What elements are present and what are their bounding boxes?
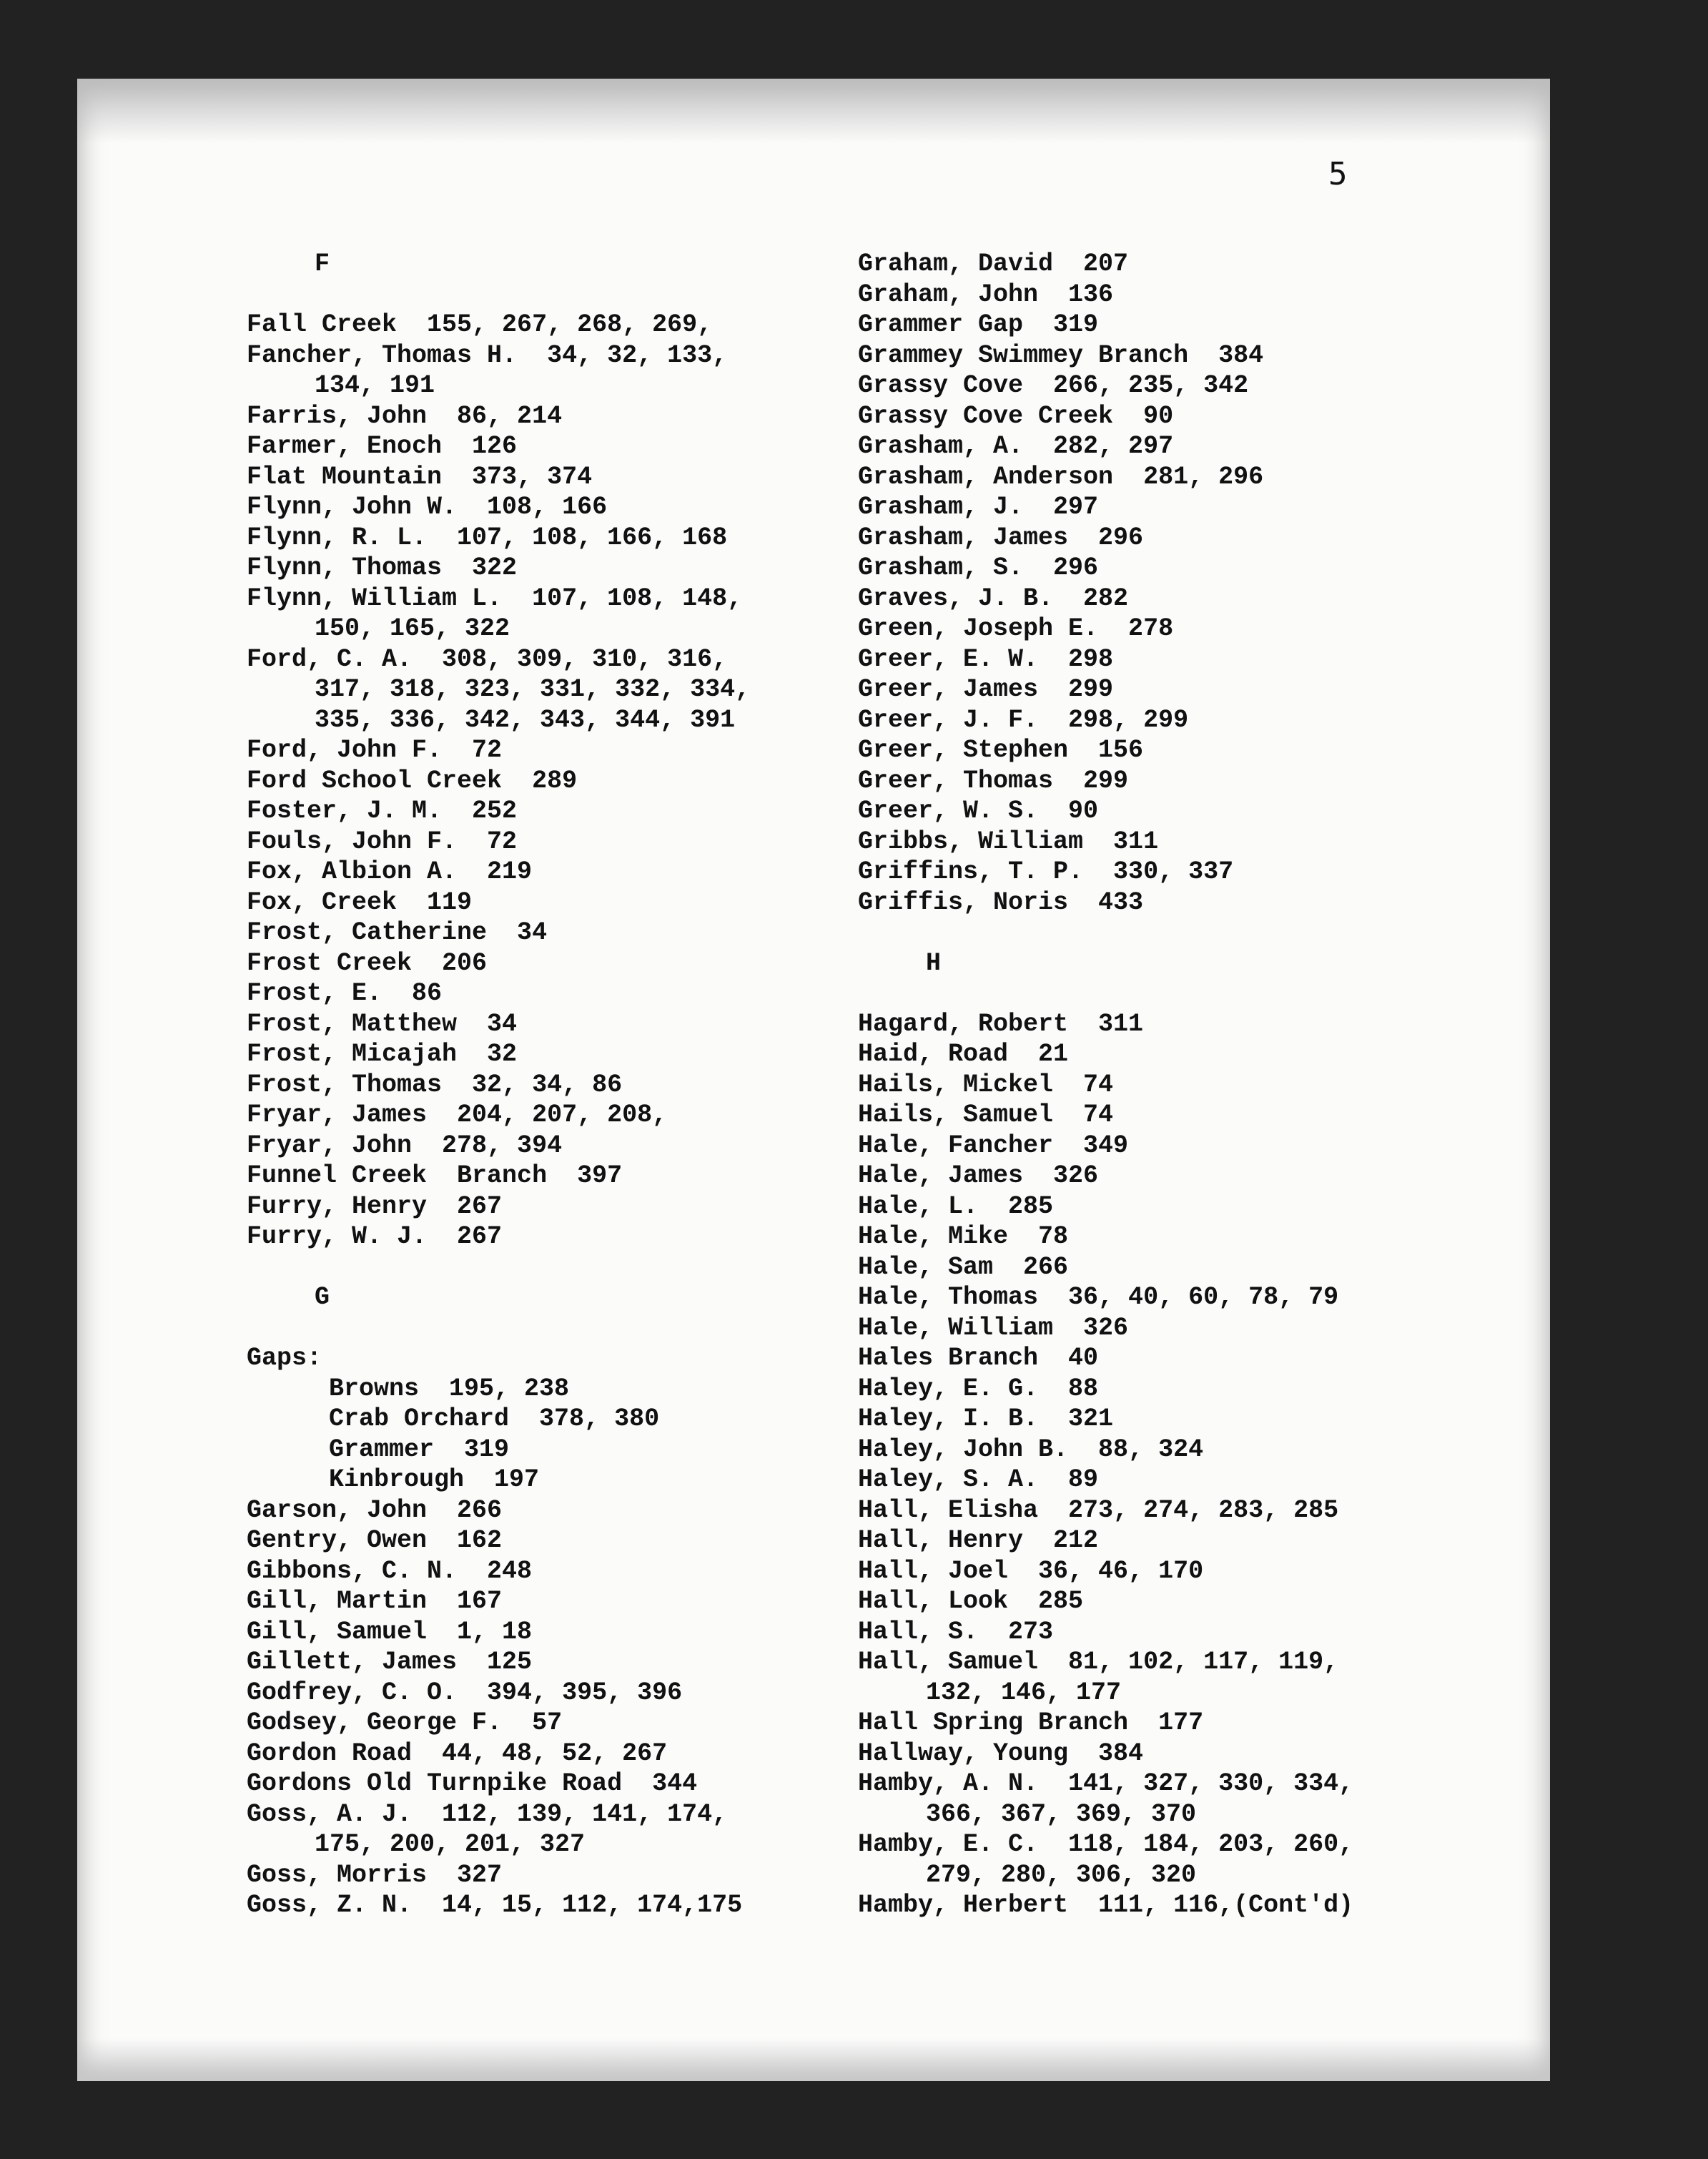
- index-sub-entry: Browns 195, 238: [329, 1374, 570, 1403]
- index-entry: Green, Joseph E. 278: [858, 614, 1174, 643]
- section-letter-heading: F: [315, 250, 330, 278]
- index-entry: Frost, Matthew 34: [247, 1009, 518, 1038]
- index-column-left: [247, 249, 750, 1921]
- index-entry-continuation: 132, 146, 177: [926, 1678, 1122, 1707]
- index-entry-continuation: 175, 200, 201, 327: [315, 1830, 586, 1859]
- section-letter-heading: H: [926, 948, 942, 978]
- index-entry: Ford School Creek 289: [247, 766, 578, 795]
- index-entry: Fox, Albion A. 219: [247, 857, 533, 886]
- index-entry: Gentry, Owen 162: [247, 1526, 503, 1555]
- index-entry: Grasham, S. 296: [858, 554, 1099, 582]
- index-entry: Frost, Catherine 34: [247, 918, 548, 947]
- index-entry: Greer, Stephen 156: [858, 736, 1144, 764]
- index-entry: Hale, L. 285: [858, 1191, 1054, 1221]
- index-entry: Hale, James 326: [858, 1161, 1099, 1190]
- index-entry: Flat Mountain 373, 374: [247, 462, 593, 491]
- index-entry: Graham, David 207: [858, 250, 1129, 278]
- index-entry: Hamby, E. C. 118, 184, 203, 260,: [858, 1830, 1354, 1859]
- spacer: [858, 978, 1353, 1009]
- index-entry: Grasham, Anderson 281, 296: [858, 462, 1264, 491]
- index-entry: Grasham, J. 297: [858, 493, 1099, 521]
- index-entry: Greer, J. F. 298, 299: [858, 705, 1189, 734]
- spacer: [858, 918, 1353, 948]
- index-entry: Fryar, James 204, 207, 208,: [247, 1101, 668, 1129]
- index-entry: Gaps:: [247, 1344, 322, 1372]
- index-entry: Hale, Sam 266: [858, 1252, 1069, 1282]
- index-entry: Gill, Samuel 1, 18: [247, 1617, 533, 1646]
- index-entry: Gordon Road 44, 48, 52, 267: [247, 1738, 668, 1768]
- spacer: [247, 1313, 750, 1344]
- index-entry: Frost, E. 86: [247, 979, 443, 1008]
- index-entry: Hall, Samuel 81, 102, 117, 119,: [858, 1648, 1339, 1676]
- index-entry-continuation: 366, 367, 369, 370: [926, 1799, 1197, 1829]
- index-entry: Hall, S. 273: [858, 1617, 1054, 1646]
- index-entry: Greer, James 299: [858, 675, 1114, 704]
- index-entry: Goss, Z. N. 14, 15, 112, 174,175: [247, 1891, 743, 1919]
- index-entry: Hale, Fancher 349: [858, 1131, 1129, 1160]
- index-entry: Gribbs, William 311: [858, 827, 1159, 856]
- index-entry: Haid, Road 21: [858, 1040, 1069, 1068]
- index-entry: Fall Creek 155, 267, 268, 269,: [247, 310, 713, 339]
- index-entry: Flynn, John W. 108, 166: [247, 493, 608, 521]
- index-entry: Hamby, A. N. 141, 327, 330, 334,: [858, 1769, 1354, 1798]
- spacer: [247, 280, 750, 310]
- index-entry: Hall, Henry 212: [858, 1526, 1099, 1555]
- index-entry: Haley, I. B. 321: [858, 1405, 1114, 1433]
- index-entry: Hails, Mickel 74: [858, 1070, 1114, 1099]
- index-entry: Graham, John 136: [858, 280, 1114, 309]
- index-entry: Frost, Thomas 32, 34, 86: [247, 1070, 623, 1099]
- index-entry: Gordons Old Turnpike Road 344: [247, 1769, 698, 1798]
- index-entry: Frost, Micajah 32: [247, 1040, 518, 1068]
- index-entry: Funnel Creek Branch 397: [247, 1161, 623, 1190]
- index-entry: Frost Creek 206: [247, 948, 488, 978]
- index-entry: Fancher, Thomas H. 34, 32, 133,: [247, 340, 728, 370]
- index-entry: Goss, Morris 327: [247, 1860, 503, 1889]
- index-entry: Hale, Mike 78: [858, 1222, 1069, 1251]
- index-entry: Hall, Elisha 273, 274, 283, 285: [858, 1495, 1339, 1525]
- index-entry: Grassy Cove Creek 90: [858, 401, 1174, 431]
- index-entry: Greer, W. S. 90: [858, 797, 1099, 825]
- index-entry: Hamby, Herbert 111, 116,(Cont'd): [858, 1891, 1354, 1919]
- index-entry: Goss, A. J. 112, 139, 141, 174,: [247, 1799, 728, 1829]
- index-entry-continuation: 279, 280, 306, 320: [926, 1860, 1197, 1889]
- index-entry: Grammer Gap 319: [858, 310, 1099, 339]
- index-entry: Greer, E. W. 298: [858, 644, 1114, 674]
- index-entry: Hall, Look 285: [858, 1587, 1084, 1615]
- page-number: 5: [1328, 156, 1348, 192]
- index-entry: Haley, E. G. 88: [858, 1374, 1099, 1403]
- index-entry: Godsey, George F. 57: [247, 1708, 563, 1737]
- index-entry: Hale, Thomas 36, 40, 60, 78, 79: [858, 1283, 1339, 1312]
- index-entry-continuation: 150, 165, 322: [315, 614, 510, 643]
- index-entry: Gillett, James 125: [247, 1648, 533, 1676]
- index-entry: Garson, John 266: [247, 1495, 503, 1525]
- section-letter-heading: G: [315, 1283, 330, 1312]
- index-entry: Fryar, John 278, 394: [247, 1131, 563, 1160]
- index-entry-continuation: 134, 191: [315, 371, 435, 400]
- index-entry: Furry, W. J. 267: [247, 1222, 503, 1251]
- index-entry: Graves, J. B. 282: [858, 584, 1129, 613]
- index-entry: Hallway, Young 384: [858, 1738, 1144, 1768]
- index-entry: Farris, John 86, 214: [247, 401, 563, 431]
- spacer: [247, 1252, 750, 1283]
- index-entry: Ford, John F. 72: [247, 736, 503, 764]
- index-entry: Hales Branch 40: [858, 1344, 1099, 1372]
- index-entry: Furry, Henry 267: [247, 1191, 503, 1221]
- index-entry: Godfrey, C. O. 394, 395, 396: [247, 1678, 683, 1707]
- index-entry: Grassy Cove 266, 235, 342: [858, 371, 1249, 400]
- index-entry: Hagard, Robert 311: [858, 1009, 1144, 1038]
- index-entry: Hall, Joel 36, 46, 170: [858, 1556, 1204, 1585]
- index-entry: Grasham, A. 282, 297: [858, 432, 1174, 461]
- index-entry: Griffis, Noris 433: [858, 887, 1144, 917]
- index-entry: Greer, Thomas 299: [858, 766, 1129, 795]
- index-entry-continuation: 317, 318, 323, 331, 332, 334,: [315, 675, 751, 704]
- index-sub-entry: Kinbrough 197: [329, 1465, 540, 1494]
- index-entry: Hale, William 326: [858, 1313, 1129, 1342]
- index-entry: Hails, Samuel 74: [858, 1101, 1114, 1129]
- index-entry: Ford, C. A. 308, 309, 310, 316,: [247, 644, 728, 674]
- index-entry: Fouls, John F. 72: [247, 827, 518, 856]
- index-entry: Grammey Swimmey Branch 384: [858, 340, 1264, 370]
- index-entry: Grasham, James 296: [858, 523, 1144, 552]
- index-sub-entry: Grammer 319: [329, 1435, 510, 1464]
- index-entry: Haley, John B. 88, 324: [858, 1435, 1204, 1464]
- index-entry: Flynn, Thomas 322: [247, 554, 518, 582]
- index-entry: Fox, Creek 119: [247, 887, 473, 917]
- index-entry: Flynn, R. L. 107, 108, 166, 168: [247, 523, 728, 552]
- index-sub-entry: Crab Orchard 378, 380: [329, 1405, 660, 1433]
- index-entry: Gill, Martin 167: [247, 1587, 503, 1615]
- index-entry: Griffins, T. P. 330, 337: [858, 857, 1234, 886]
- index-entry-continuation: 335, 336, 342, 343, 344, 391: [315, 705, 736, 734]
- index-entry: Gibbons, C. N. 248: [247, 1556, 533, 1585]
- index-entry: Flynn, William L. 107, 108, 148,: [247, 584, 743, 613]
- index-column-right: [858, 249, 1353, 1921]
- index-entry: Farmer, Enoch 126: [247, 432, 518, 461]
- index-entry: Haley, S. A. 89: [858, 1465, 1099, 1494]
- index-entry: Hall Spring Branch 177: [858, 1708, 1204, 1737]
- index-entry: Foster, J. M. 252: [247, 797, 518, 825]
